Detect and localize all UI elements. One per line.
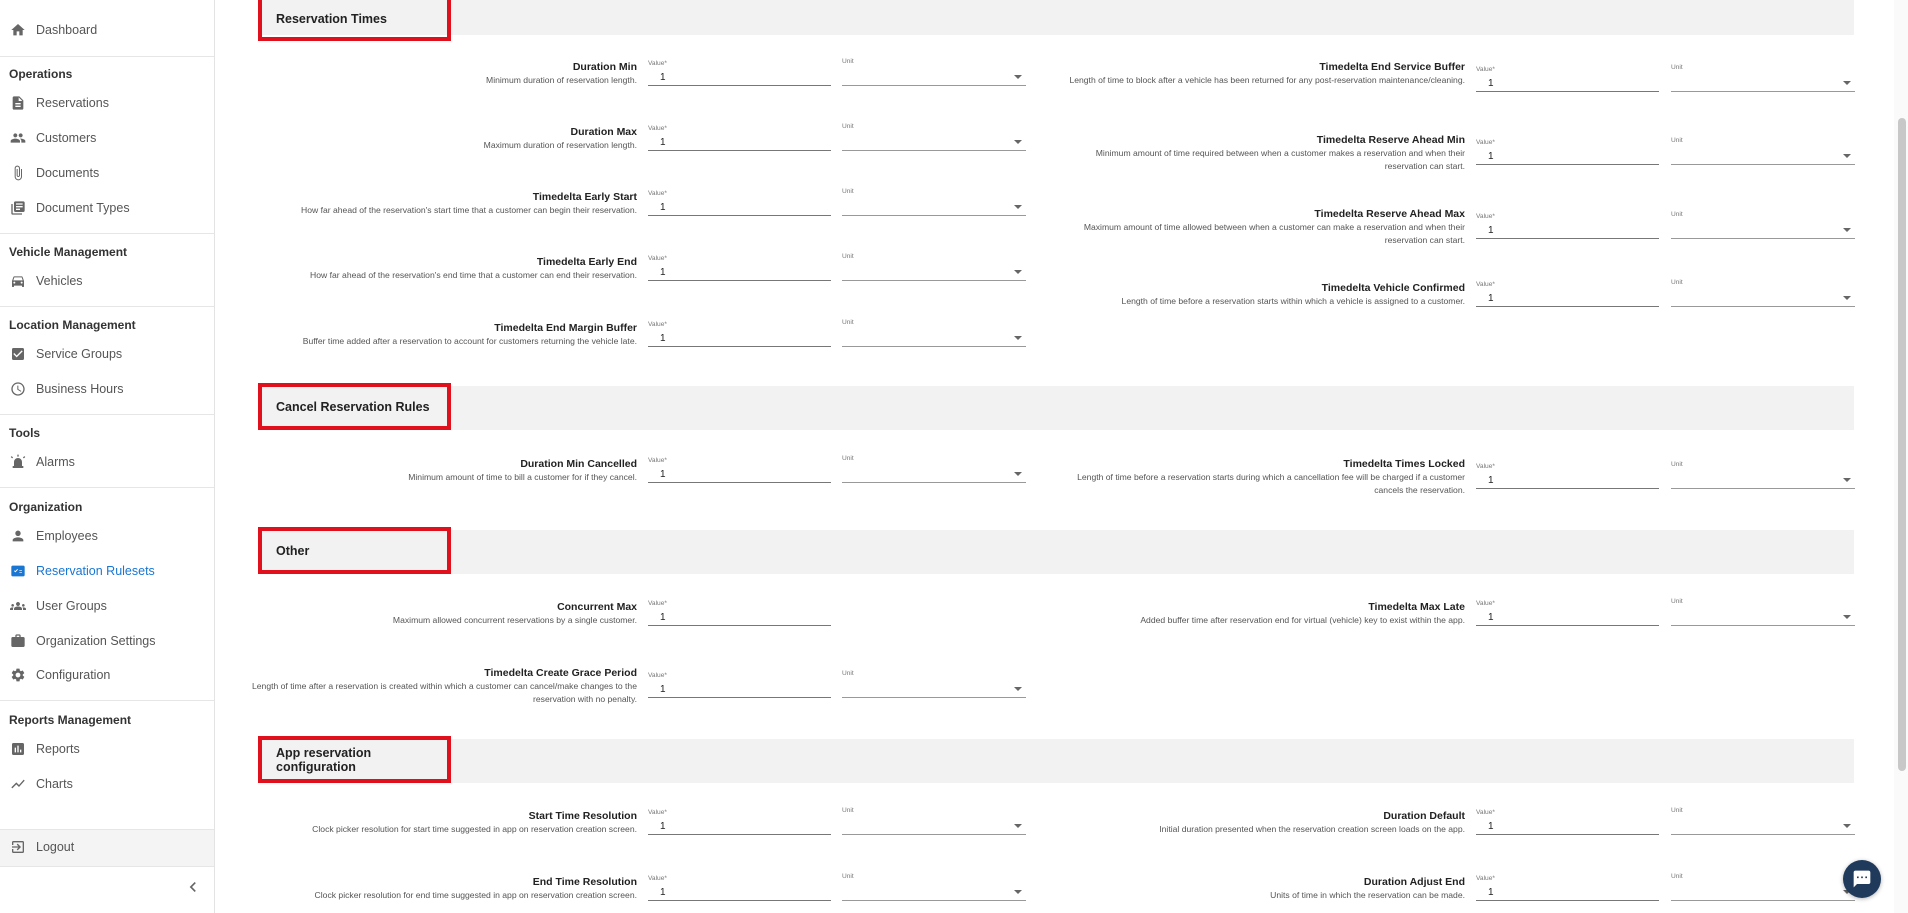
value-caption: Value* — [1476, 66, 1495, 73]
timedelta-vehicle-confirmed-unit-select[interactable] — [1671, 291, 1855, 307]
checklist-icon — [9, 345, 27, 363]
divider — [0, 487, 214, 488]
duration-default-unit-select[interactable] — [1671, 819, 1855, 835]
timedelta-end-service-buffer-unit-select[interactable] — [1671, 76, 1855, 92]
sidebar-item-dashboard[interactable] — [0, 16, 214, 44]
value-caption: Value* — [1476, 139, 1495, 146]
duration-adjust-end-unit-select[interactable] — [1671, 885, 1855, 901]
timedelta-reserve-ahead-min-label: Timedelta Reserve Ahead Min — [1316, 134, 1465, 146]
timedelta-times-locked-description: Length of time before a reservation starts during which a cancellation fee will be charged if a customer cancels the reservation. — [1077, 472, 1465, 495]
duration-adjust-end-value-input[interactable] — [1476, 885, 1659, 901]
sidebar-item-configuration[interactable] — [0, 661, 214, 689]
duration-default-value-input[interactable] — [1476, 819, 1659, 835]
dropdown-arrow-icon — [1843, 81, 1851, 85]
sidebar-item-business-hours[interactable] — [0, 375, 214, 403]
duration-min-value-input[interactable] — [648, 70, 831, 86]
timedelta-end-margin-buffer-description: Buffer time added after a reservation to account for customers returning the vehicle late. — [302, 336, 637, 346]
unit-caption: Unit — [842, 455, 854, 462]
value-caption: Value* — [1476, 281, 1495, 288]
dropdown-arrow-icon — [1843, 228, 1851, 232]
timedelta-times-locked-label: Timedelta Times Locked — [1343, 458, 1465, 470]
divider — [0, 306, 214, 307]
timedelta-reserve-ahead-max-value-input[interactable] — [1476, 223, 1659, 239]
unit-caption: Unit — [1671, 279, 1683, 286]
dropdown-arrow-icon — [1843, 296, 1851, 300]
unit-caption: Unit — [842, 253, 854, 260]
divider — [0, 56, 214, 57]
end-time-resolution-label: End Time Resolution — [532, 876, 637, 888]
value-caption: Value* — [648, 125, 667, 132]
timedelta-max-late-value-input[interactable] — [1476, 610, 1659, 626]
dropdown-arrow-icon — [1843, 615, 1851, 619]
logout-label: Logout — [36, 840, 75, 854]
duration-adjust-end-description: Units of time in which the reservation can be made. — [1270, 890, 1465, 900]
value-caption: Value* — [648, 809, 667, 816]
timedelta-early-end-description: How far ahead of the reservation's end time that a customer can end their reservation. — [310, 270, 637, 280]
timedelta-early-start-unit-select[interactable] — [842, 200, 1026, 216]
unit-caption: Unit — [842, 807, 854, 814]
section-title: Reservation Times — [258, 0, 451, 41]
duration-default-description: Initial duration presented when the reservation creation screen loads on the app. — [1159, 824, 1465, 834]
duration-min-cancelled-description: Minimum amount of time to bill a customer for if they cancel. — [408, 472, 637, 482]
sidebar-item-reports[interactable] — [0, 735, 214, 763]
sidebar-item-label: Vehicles — [36, 274, 83, 288]
ruleset-form — [215, 0, 1893, 913]
unit-caption: Unit — [1671, 807, 1683, 814]
assessment-icon — [9, 740, 27, 758]
briefcase-icon — [9, 632, 27, 650]
duration-max-unit-select[interactable] — [842, 135, 1026, 151]
timedelta-reserve-ahead-min-unit-select[interactable] — [1671, 149, 1855, 165]
timedelta-end-margin-buffer-label: Timedelta End Margin Buffer — [494, 322, 637, 334]
timedelta-early-end-unit-select[interactable] — [842, 265, 1026, 281]
unit-caption: Unit — [842, 319, 854, 326]
sidebar — [0, 0, 215, 913]
sidebar-item-label: Customers — [36, 131, 97, 145]
duration-default-label: Duration Default — [1383, 810, 1465, 822]
sidebar-item-label: Dashboard — [36, 23, 98, 37]
timedelta-reserve-ahead-min-description: Minimum amount of time required between when a customer makes a reservation and when their reservation can start. — [1095, 148, 1465, 171]
timedelta-end-service-buffer-value-input[interactable] — [1476, 76, 1659, 92]
scrollbar-thumb[interactable] — [1898, 118, 1906, 771]
timedelta-create-grace-period-value-input[interactable] — [648, 682, 831, 698]
duration-min-description: Minimum duration of reservation length. — [486, 75, 637, 85]
sidebar-item-label: Reservation Rulesets — [36, 564, 155, 578]
divider — [0, 233, 214, 234]
timedelta-reserve-ahead-max-unit-select[interactable] — [1671, 223, 1855, 239]
group-reports-management: Reports Management — [9, 713, 132, 727]
groups-icon — [9, 597, 27, 615]
sidebar-item-reservations[interactable] — [0, 89, 214, 117]
dropdown-arrow-icon — [1014, 336, 1022, 340]
dropdown-arrow-icon — [1014, 270, 1022, 274]
section-title: App reservation configuration — [258, 736, 451, 783]
paperclip-icon — [9, 164, 27, 182]
section-header-app-reservation-configuration — [258, 739, 1854, 783]
value-caption: Value* — [1476, 213, 1495, 220]
timedelta-end-margin-buffer-unit-select[interactable] — [842, 331, 1026, 347]
dropdown-arrow-icon — [1014, 472, 1022, 476]
sidebar-item-vehicles[interactable] — [0, 267, 214, 295]
line-chart-icon — [9, 775, 27, 793]
sidebar-item-label: Alarms — [36, 455, 75, 469]
car-icon — [9, 272, 27, 290]
sidebar-item-charts[interactable] — [0, 770, 214, 798]
dropdown-arrow-icon — [1843, 154, 1851, 158]
unit-caption: Unit — [1671, 461, 1683, 468]
sidebar-item-customers[interactable] — [0, 124, 214, 152]
gear-icon — [9, 666, 27, 684]
document-icon — [9, 94, 27, 112]
timedelta-early-start-value-input[interactable] — [648, 200, 831, 216]
timedelta-times-locked-unit-select[interactable] — [1671, 473, 1855, 489]
collapse-sidebar-chevron-icon[interactable] — [183, 877, 203, 897]
sidebar-item-label: Reservations — [36, 96, 109, 110]
dropdown-arrow-icon — [1014, 687, 1022, 691]
timedelta-vehicle-confirmed-description: Length of time before a reservation starts within which a vehicle is assigned to a customer. — [1121, 296, 1465, 306]
chat-button[interactable] — [1843, 860, 1881, 898]
home-icon — [9, 21, 27, 39]
section-header-cancel-reservation-rules — [258, 386, 1854, 430]
unit-caption: Unit — [842, 123, 854, 130]
concurrent-max-value-input[interactable] — [648, 610, 831, 626]
sidebar-item-label: Document Types — [36, 201, 130, 215]
section-header-other — [258, 530, 1854, 574]
sidebar-item-service-groups[interactable] — [0, 340, 214, 368]
timedelta-max-late-description: Added buffer time after reservation end for virtual (vehicle) key to exist within the app. — [1140, 615, 1465, 625]
sidebar-item-label: Reports — [36, 742, 80, 756]
unit-caption: Unit — [1671, 137, 1683, 144]
sidebar-item-label: Organization Settings — [36, 634, 156, 648]
duration-adjust-end-label: Duration Adjust End — [1363, 876, 1465, 888]
end-time-resolution-unit-select[interactable] — [842, 885, 1026, 901]
value-caption: Value* — [1476, 809, 1495, 816]
timedelta-reserve-ahead-max-label: Timedelta Reserve Ahead Max — [1314, 208, 1465, 220]
unit-caption: Unit — [842, 58, 854, 65]
timedelta-max-late-label: Timedelta Max Late — [1368, 601, 1465, 613]
divider — [0, 700, 214, 701]
alarm-light-icon — [9, 453, 27, 471]
duration-min-cancelled-value-input[interactable] — [648, 467, 831, 483]
dropdown-arrow-icon — [1014, 75, 1022, 79]
sidebar-item-label: Documents — [36, 166, 100, 180]
value-caption: Value* — [648, 190, 667, 197]
timedelta-create-grace-period-description: Length of time after a reservation is created within which a customer can cancel/make changes to the reservation with no penalty. — [251, 681, 637, 704]
unit-caption: Unit — [1671, 211, 1683, 218]
concurrent-max-label: Concurrent Max — [557, 601, 637, 613]
dropdown-arrow-icon — [1843, 824, 1851, 828]
start-time-resolution-unit-select[interactable] — [842, 819, 1026, 835]
ruleset-icon — [9, 562, 27, 580]
timedelta-create-grace-period-label: Timedelta Create Grace Period — [484, 667, 637, 679]
sidebar-item-label: User Groups — [36, 599, 107, 613]
logout-button[interactable] — [0, 833, 214, 861]
duration-min-cancelled-label: Duration Min Cancelled — [520, 458, 637, 470]
people-icon — [9, 129, 27, 147]
group-vehicle-management: Vehicle Management — [9, 245, 128, 259]
library-books-icon — [9, 199, 27, 217]
timedelta-max-late-unit-select[interactable] — [1671, 610, 1855, 626]
sidebar-item-reservation-rulesets[interactable] — [0, 557, 214, 585]
sidebar-item-user-groups[interactable] — [0, 592, 214, 620]
sidebar-item-organization-settings[interactable] — [0, 627, 214, 655]
timedelta-reserve-ahead-min-value-input[interactable] — [1476, 149, 1659, 165]
value-caption: Value* — [648, 255, 667, 262]
timedelta-end-service-buffer-label: Timedelta End Service Buffer — [1319, 61, 1465, 73]
sidebar-item-documents[interactable] — [0, 159, 214, 187]
section-header-reservation-times — [258, 0, 1854, 35]
sidebar-item-label: Employees — [36, 529, 98, 543]
timedelta-early-start-label: Timedelta Early Start — [532, 191, 637, 203]
value-caption: Value* — [648, 600, 667, 607]
value-caption: Value* — [648, 672, 667, 679]
value-caption: Value* — [648, 60, 667, 67]
timedelta-early-start-description: How far ahead of the reservation's start time that a customer can begin their reservation. — [300, 205, 637, 215]
duration-min-unit-select[interactable] — [842, 70, 1026, 86]
group-operations: Operations — [9, 67, 73, 81]
chat-icon — [1852, 869, 1872, 889]
person-icon — [9, 527, 27, 545]
timedelta-times-locked-value-input[interactable] — [1476, 473, 1659, 489]
dropdown-arrow-icon — [1014, 140, 1022, 144]
sidebar-item-label: Charts — [36, 777, 73, 791]
duration-min-cancelled-unit-select[interactable] — [842, 467, 1026, 483]
timedelta-vehicle-confirmed-value-input[interactable] — [1476, 291, 1659, 307]
sidebar-item-label: Service Groups — [36, 347, 123, 361]
unit-caption: Unit — [1671, 598, 1683, 605]
start-time-resolution-description: Clock picker resolution for start time suggested in app on reservation creation screen. — [312, 824, 637, 834]
sidebar-item-employees[interactable] — [0, 522, 214, 550]
value-caption: Value* — [1476, 600, 1495, 607]
dropdown-arrow-icon — [1014, 205, 1022, 209]
timedelta-end-margin-buffer-value-input[interactable] — [648, 331, 831, 347]
logout-icon — [9, 838, 27, 856]
duration-max-label: Duration Max — [570, 126, 637, 138]
duration-min-label: Duration Min — [572, 61, 637, 73]
timedelta-create-grace-period-unit-select[interactable] — [842, 682, 1026, 698]
unit-caption: Unit — [842, 873, 854, 880]
unit-caption: Unit — [1671, 64, 1683, 71]
unit-caption: Unit — [842, 188, 854, 195]
value-caption: Value* — [1476, 875, 1495, 882]
start-time-resolution-label: Start Time Resolution — [528, 810, 637, 822]
clock-icon — [9, 380, 27, 398]
group-tools: Tools — [9, 426, 41, 440]
dropdown-arrow-icon — [1843, 478, 1851, 482]
sidebar-item-document-types[interactable] — [0, 194, 214, 222]
section-title: Other — [258, 527, 451, 574]
divider — [0, 414, 214, 415]
timedelta-early-end-label: Timedelta Early End — [536, 256, 637, 268]
duration-max-value-input[interactable] — [648, 135, 831, 151]
dropdown-arrow-icon — [1014, 824, 1022, 828]
sidebar-item-label: Configuration — [36, 668, 111, 682]
timedelta-early-end-value-input[interactable] — [648, 265, 831, 281]
timedelta-reserve-ahead-max-description: Maximum amount of time allowed between when a customer can make a reservation and when their reservation can start. — [1083, 222, 1465, 245]
end-time-resolution-value-input[interactable] — [648, 885, 831, 901]
unit-caption: Unit — [842, 670, 854, 677]
value-caption: Value* — [648, 457, 667, 464]
concurrent-max-description: Maximum allowed concurrent reservations by a single customer. — [392, 615, 637, 625]
section-title: Cancel Reservation Rules — [258, 383, 451, 430]
timedelta-end-service-buffer-description: Length of time to block after a vehicle has been returned for any post-reservation maintenance/cleaning. — [1069, 75, 1465, 85]
value-caption: Value* — [648, 321, 667, 328]
sidebar-item-label: Business Hours — [36, 382, 124, 396]
duration-max-description: Maximum duration of reservation length. — [483, 140, 637, 150]
group-organization: Organization — [9, 500, 83, 514]
end-time-resolution-description: Clock picker resolution for end time suggested in app on reservation creation screen. — [314, 890, 637, 900]
group-location-management: Location Management — [9, 318, 136, 332]
value-caption: Value* — [1476, 463, 1495, 470]
timedelta-vehicle-confirmed-label: Timedelta Vehicle Confirmed — [1321, 282, 1465, 294]
value-caption: Value* — [648, 875, 667, 882]
start-time-resolution-value-input[interactable] — [648, 819, 831, 835]
dropdown-arrow-icon — [1014, 890, 1022, 894]
sidebar-item-alarms[interactable] — [0, 448, 214, 476]
unit-caption: Unit — [1671, 873, 1683, 880]
